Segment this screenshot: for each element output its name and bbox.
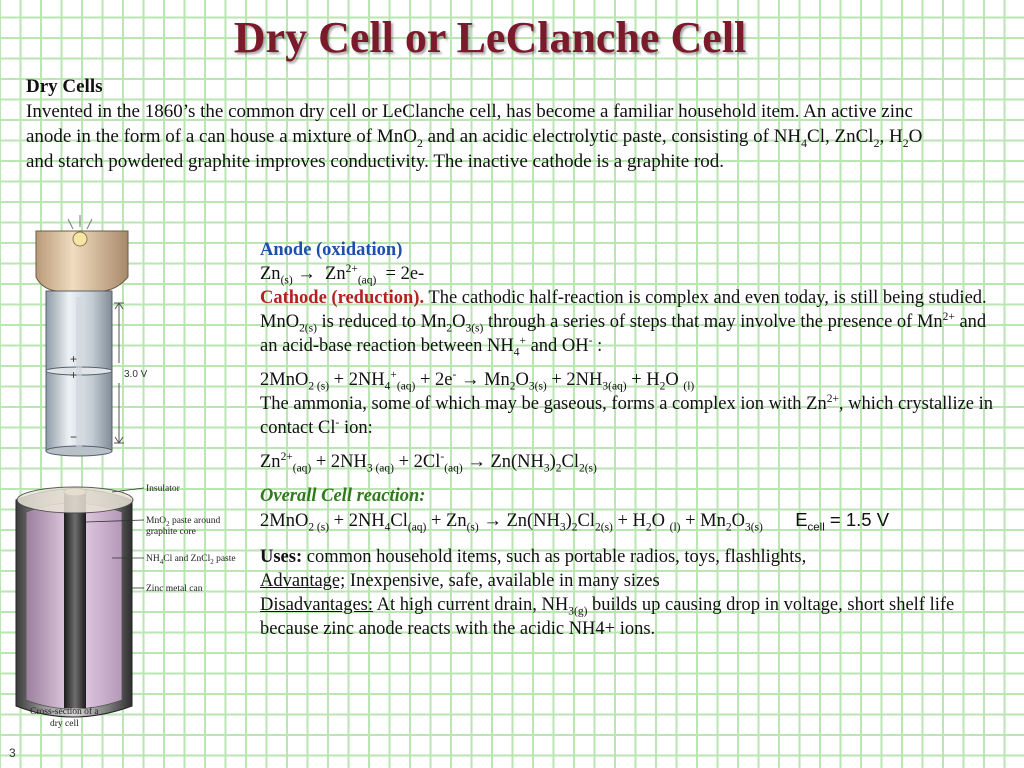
voltage-label: 3.0 V — [124, 369, 148, 380]
cathode-heading: Cathode (reduction). — [260, 288, 425, 308]
cathode-equation: $2MnO_{2 (s)} + 2NH_4^+_{(aq)} + 2e^- \to Mn_2O_{3(s)} + 2NH_{3(aq)} + H_2O$ $_{(l)}$ — [260, 368, 695, 393]
complex-ion-equation: $Zn^{2+}_{(aq)} + 2NH_{3 (aq)} + 2Cl^-_{(aq)} \to Zn(NH_3)_2Cl_{2(s)}$ — [260, 450, 597, 475]
lower-minus: − — [70, 430, 78, 444]
intro-text: Invented in the 1860’s the common dry cell or LeClanche cell, has become a familiar household item. An active zinc anode in the form of a can house a mixture of MnO$_2$ and an acidic electrolytic paste, consisting of $NH_4Cl$, ZnCl$_2$, $H_2O$ and starch powdered graphite improves conductivity. The inactive cathode is a graphite rod. — [26, 101, 923, 172]
page-number: 3 — [9, 746, 16, 760]
disadvantages-label: Disadvantages: — [260, 595, 374, 615]
battery-stack-figure — [28, 215, 198, 465]
intro-section — [26, 74, 946, 174]
graphite-core-label: graphite core — [146, 527, 196, 537]
caption-line2: dry cell — [50, 719, 79, 729]
intro-heading: Dry Cells — [26, 76, 103, 97]
reaction-section — [260, 238, 1000, 641]
upper-minus: + — [70, 352, 78, 366]
graphite-rod-icon — [64, 492, 86, 708]
ecell-value: $E_{cell} = 1.5$ V — [795, 509, 890, 534]
lower-plus: + — [70, 368, 78, 382]
anode-equation: $Zn_{(s)} \to Zn^{2+}_{(aq)} = 2e-$ — [260, 262, 425, 287]
insulator-icon — [17, 487, 133, 513]
advantage-label: Advantage; — [260, 571, 346, 591]
mno2-label: MnO$_2$ paste around — [146, 516, 221, 528]
overall-equation: $2MnO_{2 (s)} + 2NH_4Cl_{(aq)} + Zn_{(s)} \to Zn(NH_3)_2Cl_{2(s)} + H_2O$ $_{(l)} + Mn_2O_{3(s)}$ $E_{cell} = 1.5$ V — [260, 509, 890, 534]
dry-cell-cross-section-figure — [12, 478, 260, 740]
ammonia-paragraph: The ammonia, some of which may be gaseous, forms a complex ion with $Zn^{2+}$, which crystallize in contact Cl- ion: — [260, 392, 994, 438]
voltage-bracket — [114, 303, 124, 443]
nh4cl-label: $NH_4Cl$ and ZnCl$_2$ paste — [146, 554, 236, 566]
bulb-icon — [73, 232, 87, 246]
uses-label: Uses: — [260, 547, 303, 567]
zinc-can-label: Zinc metal can — [146, 584, 203, 594]
overall-heading: Overall Cell reaction: — [260, 486, 426, 506]
advantage-line: Advantage; Inexpensive, safe, available in many sizes — [260, 571, 660, 591]
page-title: Dry Cell or LeClanche Cell — [233, 13, 747, 62]
cathode-paragraph: Cathode (reduction). The cathodic half-reaction is complex and even today, is still being studied. MnO$_{2(s)}$ is reduced to $Mn_2O_{3(s)}$ through a series of steps that may involve the presence of $Mn^{2+}$ and an acid-base reaction between $NH_4^+$ and OH- : — [260, 288, 987, 359]
disadvantages-line: Disadvantages: At high current drain, $NH_{3(g)}$ builds up causing drop in voltage, short shelf life because zinc anode reacts with the acidic NH4+ ions. — [260, 595, 955, 639]
anode-heading: Anode (oxidation) — [260, 240, 403, 260]
caption-line1: Cross-section of a — [30, 707, 99, 717]
uses-line: Uses: common household items, such as portable radios, toys, flashlights, — [260, 547, 807, 567]
insulator-label: Insulator — [146, 484, 180, 494]
bulb-rays-icon — [68, 215, 92, 229]
